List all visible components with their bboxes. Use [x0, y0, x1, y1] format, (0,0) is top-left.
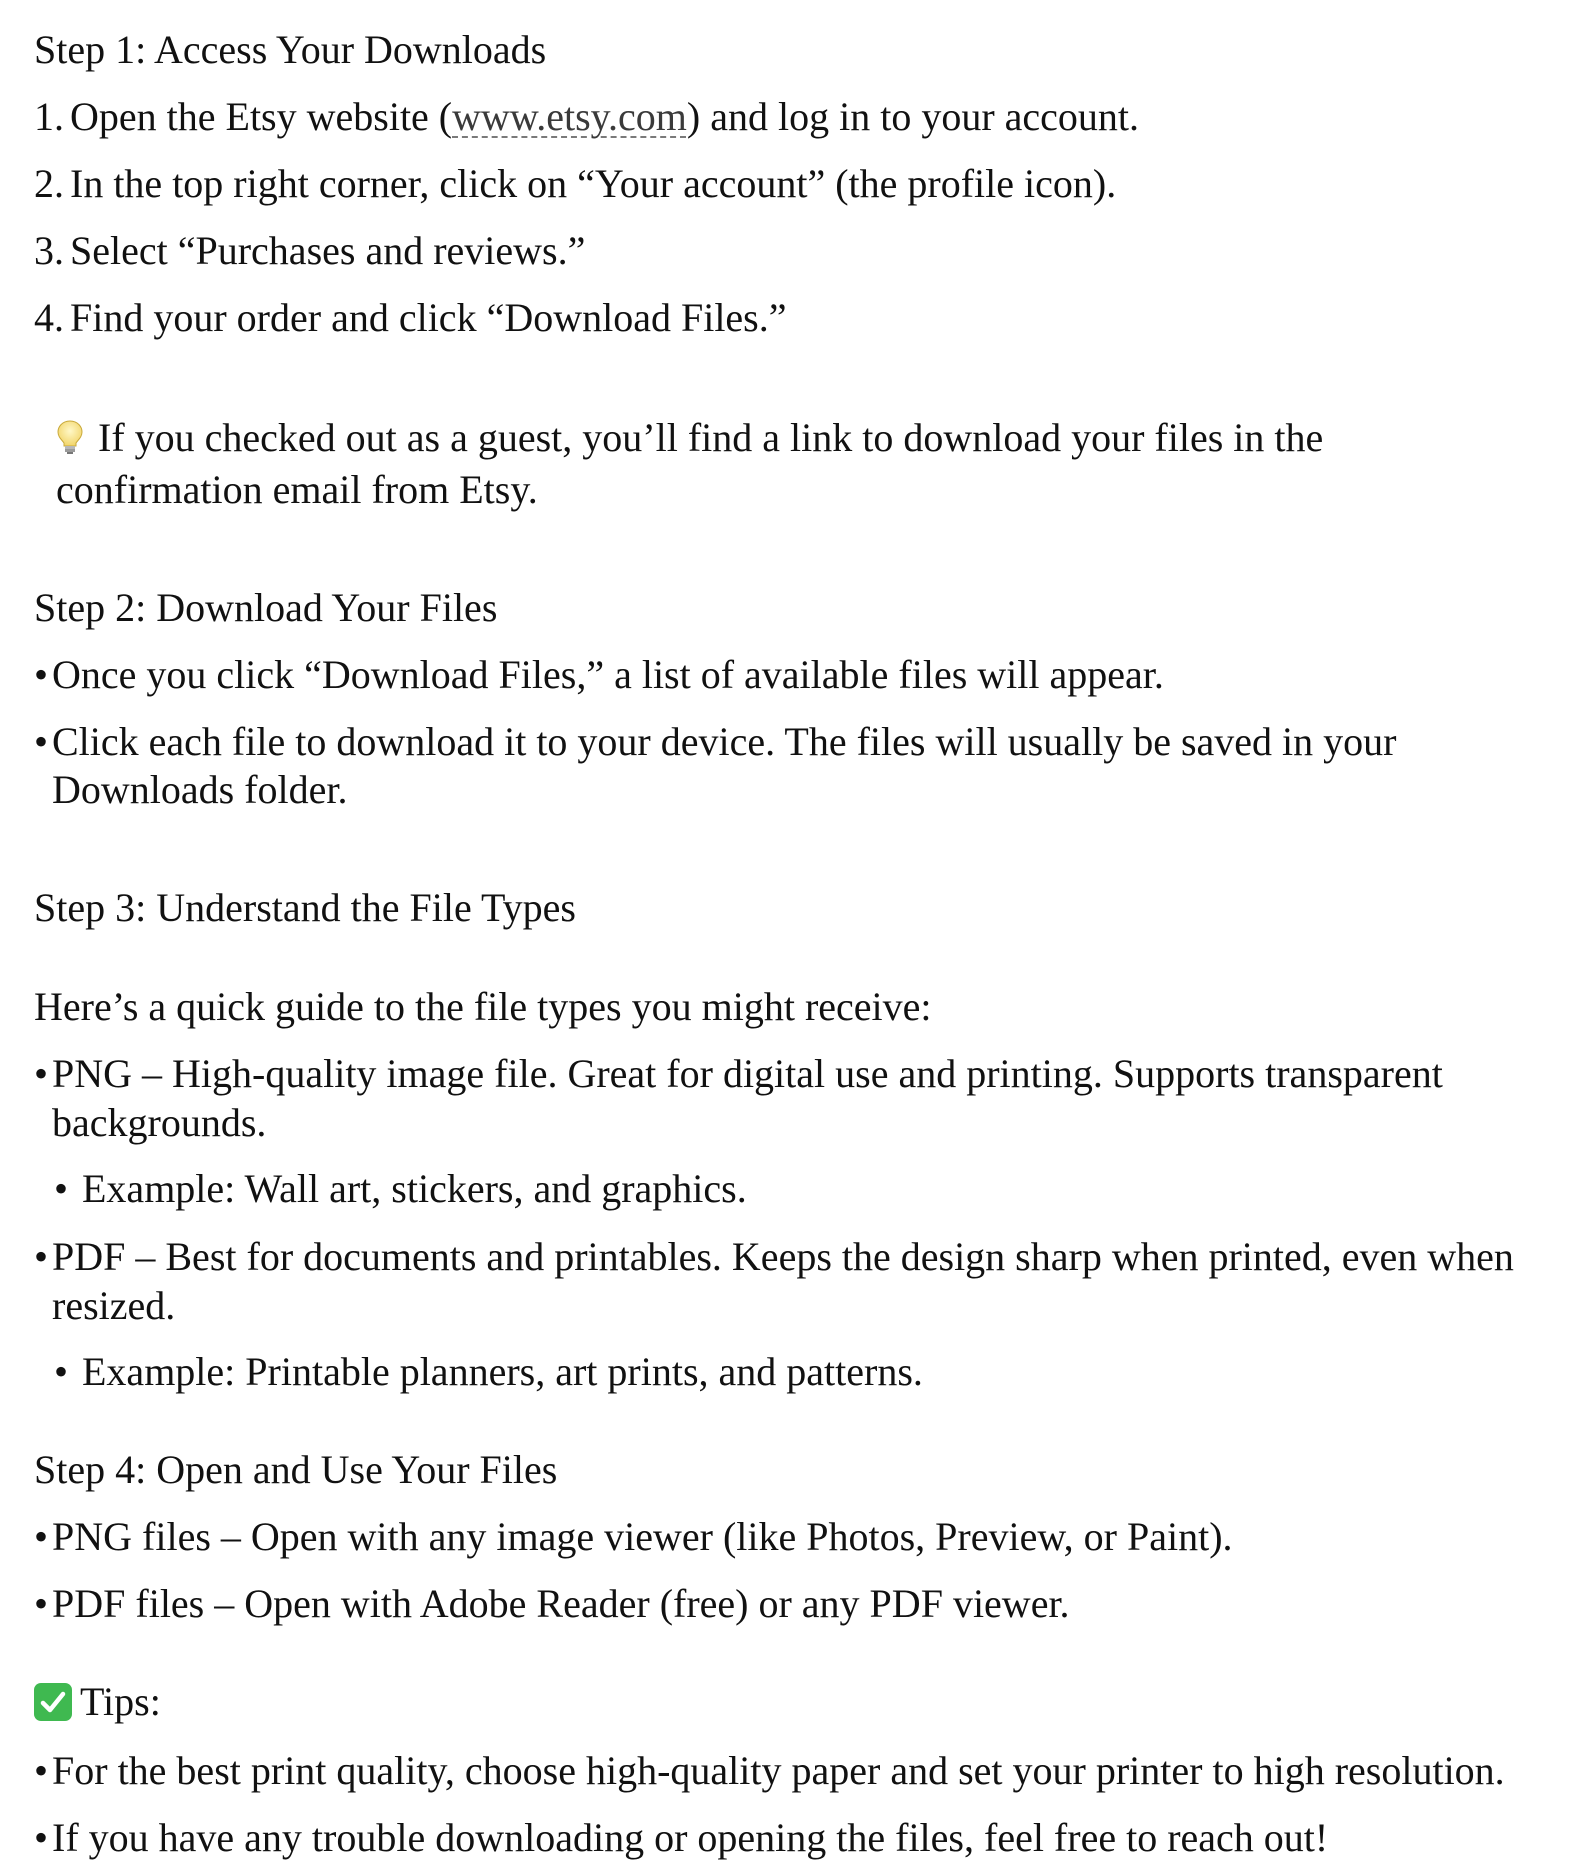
step3-item-png-example — [54, 1165, 747, 1214]
bullet: • — [34, 1234, 49, 1279]
step1-item-3 — [34, 227, 585, 276]
step3-item-png-continuation: backgrounds. — [52, 1100, 267, 1145]
step1-item-3-number: 3. — [34, 228, 64, 273]
bullet: • — [34, 1514, 49, 1559]
step1-item-2-number: 2. — [34, 161, 64, 206]
lightbulb-icon — [56, 419, 84, 455]
step1-item-4 — [34, 294, 787, 343]
step4-item-pdf — [34, 1580, 1070, 1629]
step3-item-png-text: PNG – High-quality image file. Great for digital use and printing. Supports transparent — [52, 1051, 1443, 1096]
tips-heading — [34, 1678, 161, 1727]
step1-item-4-text: Find your order and click “Download Files.” — [70, 295, 787, 340]
step1-item-2 — [34, 160, 1116, 209]
step3-item-pdf — [34, 1233, 1514, 1282]
tips-item-2-text: If you have any trouble downloading or opening the files, feel free to reach out! — [52, 1815, 1329, 1860]
bullet: • — [34, 1581, 49, 1626]
tips-heading-text: Tips: — [80, 1679, 161, 1724]
step4-item-png-text: PNG files – Open with any image viewer (like Photos, Preview, or Paint). — [52, 1514, 1233, 1559]
tips-item-2 — [34, 1814, 1328, 1863]
bullet: • — [34, 1748, 49, 1793]
step4-heading: Step 4: Open and Use Your Files — [34, 1447, 558, 1492]
step4-item-png — [34, 1513, 1233, 1562]
step1-item-1-text: Open the Etsy website (www.etsy.com) and log in to your account. — [70, 94, 1140, 139]
step3-item-png-example-text: Example: Wall art, stickers, and graphics. — [82, 1166, 747, 1211]
step3-item-pdf-continuation: resized. — [52, 1283, 176, 1328]
bullet: • — [34, 1815, 49, 1860]
tips-item-1-text: For the best print quality, choose high-quality paper and set your printer to high resolution. — [52, 1748, 1505, 1793]
step3-item-pdf-example-text: Example: Printable planners, art prints, and patterns. — [82, 1349, 923, 1394]
step2-item-2-text: Click each file to download it to your device. The files will usually be saved in your — [52, 719, 1397, 764]
step3-heading: Step 3: Understand the File Types — [34, 885, 576, 930]
step2-item-2-continuation: Downloads folder. — [52, 767, 348, 812]
step1-item-1 — [34, 93, 1139, 142]
step2-item-2 — [34, 718, 1397, 767]
step1-item-1-number: 1. — [34, 94, 64, 139]
guest-note-line2: confirmation email from Etsy. — [56, 467, 538, 512]
step2-item-1-text: Once you click “Download Files,” a list of available files will appear. — [52, 652, 1164, 697]
tips-item-1 — [34, 1747, 1505, 1796]
bullet: • — [54, 1166, 69, 1211]
step3-item-pdf-text: PDF – Best for documents and printables. Keeps the design sharp when printed, even when — [52, 1234, 1514, 1279]
step1-item-3-text: Select “Purchases and reviews.” — [70, 228, 586, 273]
step3-item-pdf-example — [54, 1348, 923, 1397]
step2-item-1 — [34, 651, 1164, 700]
step3-intro: Here’s a quick guide to the file types you might receive: — [34, 984, 932, 1029]
step1-heading: Step 1: Access Your Downloads — [34, 27, 547, 72]
etsy-website-link[interactable]: www.etsy.com — [452, 94, 687, 139]
guest-note-line1: If you checked out as a guest, you’ll find a link to download your files in the — [56, 414, 1323, 463]
bullet: • — [54, 1349, 69, 1394]
bullet: • — [34, 1051, 49, 1096]
bullet: • — [34, 719, 49, 764]
check-mark-icon — [34, 1683, 72, 1721]
step1-item-4-number: 4. — [34, 295, 64, 340]
step4-item-pdf-text: PDF files – Open with Adobe Reader (free) or any PDF viewer. — [52, 1581, 1070, 1626]
step2-heading: Step 2: Download Your Files — [34, 585, 498, 630]
step3-item-png — [34, 1050, 1443, 1099]
bullet: • — [34, 652, 49, 697]
step1-item-2-text: In the top right corner, click on “Your account” (the profile icon). — [70, 161, 1117, 206]
